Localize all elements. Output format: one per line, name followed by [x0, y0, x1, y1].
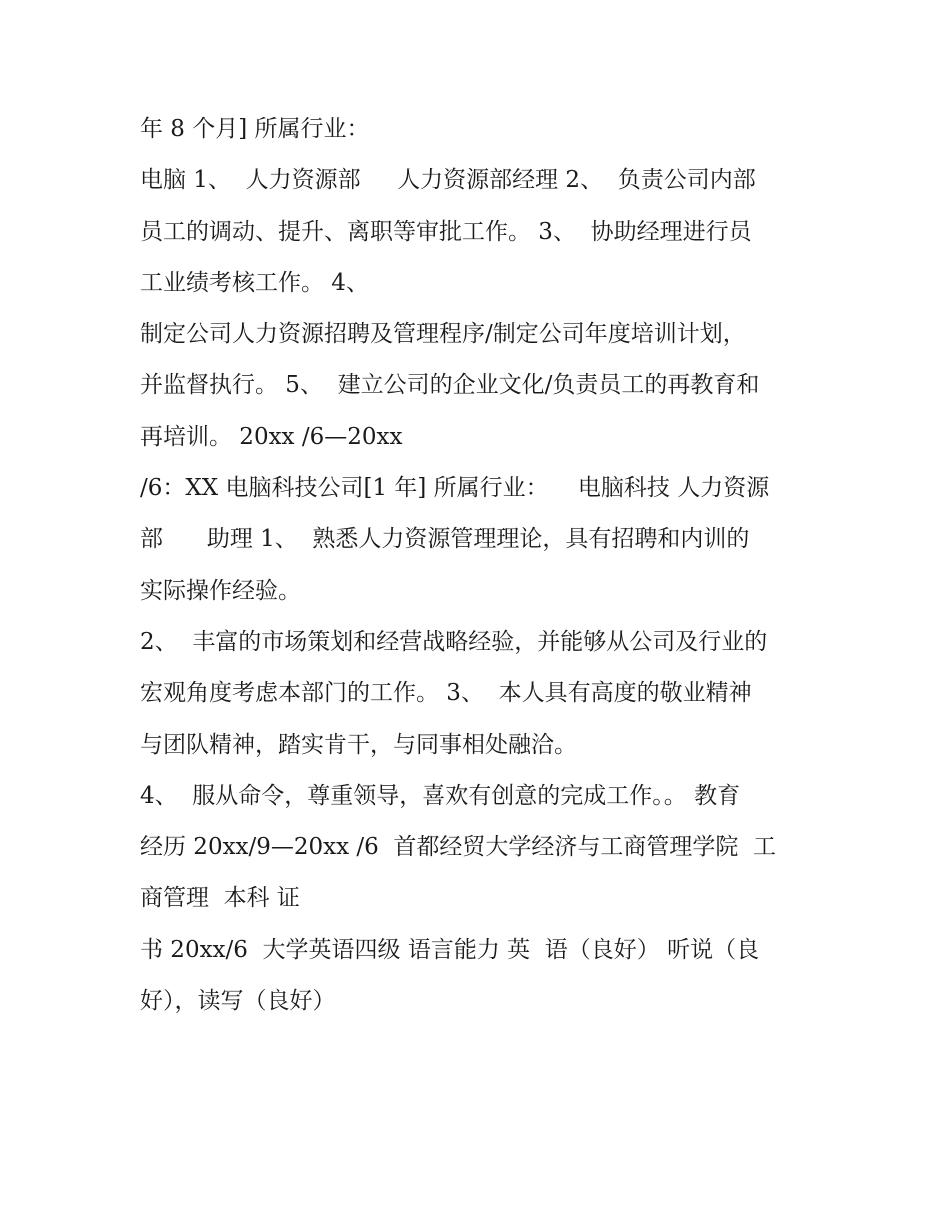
document-body [140, 104, 830, 1027]
text-line: 宏观角度考虑本部门的工作。 3、 本人具有高度的敬业精神 [140, 680, 752, 707]
text-line: 好），读写（良好） [140, 988, 336, 1015]
text-line: 年 8 个月] 所属行业： [140, 116, 370, 142]
text-line: 商管理 本科 证 [140, 885, 300, 912]
text-line: 再培训。 20xx /6—20xx [140, 423, 403, 450]
text-line: 与团队精神，踏实肯干，与同事相处融洽。 [140, 731, 577, 758]
text-line: 电脑 1、 人力资源部 人力资源部经理 2、 负责公司内部 [140, 167, 756, 194]
text-line: 工业绩考核工作。 4、 [140, 269, 369, 296]
text-line: 员工的调动、提升、离职等审批工作。 3、 协助经理进行员 [140, 218, 752, 245]
text-line: 部 助理 1、 熟悉人力资源管理理论，具有招聘和内训的 [140, 526, 750, 553]
text-line: /6：XX 电脑科技公司[1 年] 所属行业： 电脑科技 人力资源 [140, 475, 770, 502]
text-line: 并监督执行。 5、 建立公司的企业文化/负责员工的再教育和 [140, 372, 760, 399]
text-line: 书 20xx/6 大学英语四级 语言能力 英 语（良好） 听说（良 [140, 936, 760, 963]
text-line: 经历 20xx/9—20xx /6 首都经贸大学经济与工商管理学院 工 [140, 834, 777, 861]
text-line: 2、 丰富的市场策划和经营战略经验，并能够从公司及行业的 [140, 628, 768, 655]
text-line: 4、 服从命令，尊重领导，喜欢有创意的完成工作。。 教育 [140, 782, 741, 809]
text-line: 实际操作经验。 [140, 577, 301, 604]
text-line: 制定公司人力资源招聘及管理程序/制定公司年度培训计划， [140, 321, 746, 348]
